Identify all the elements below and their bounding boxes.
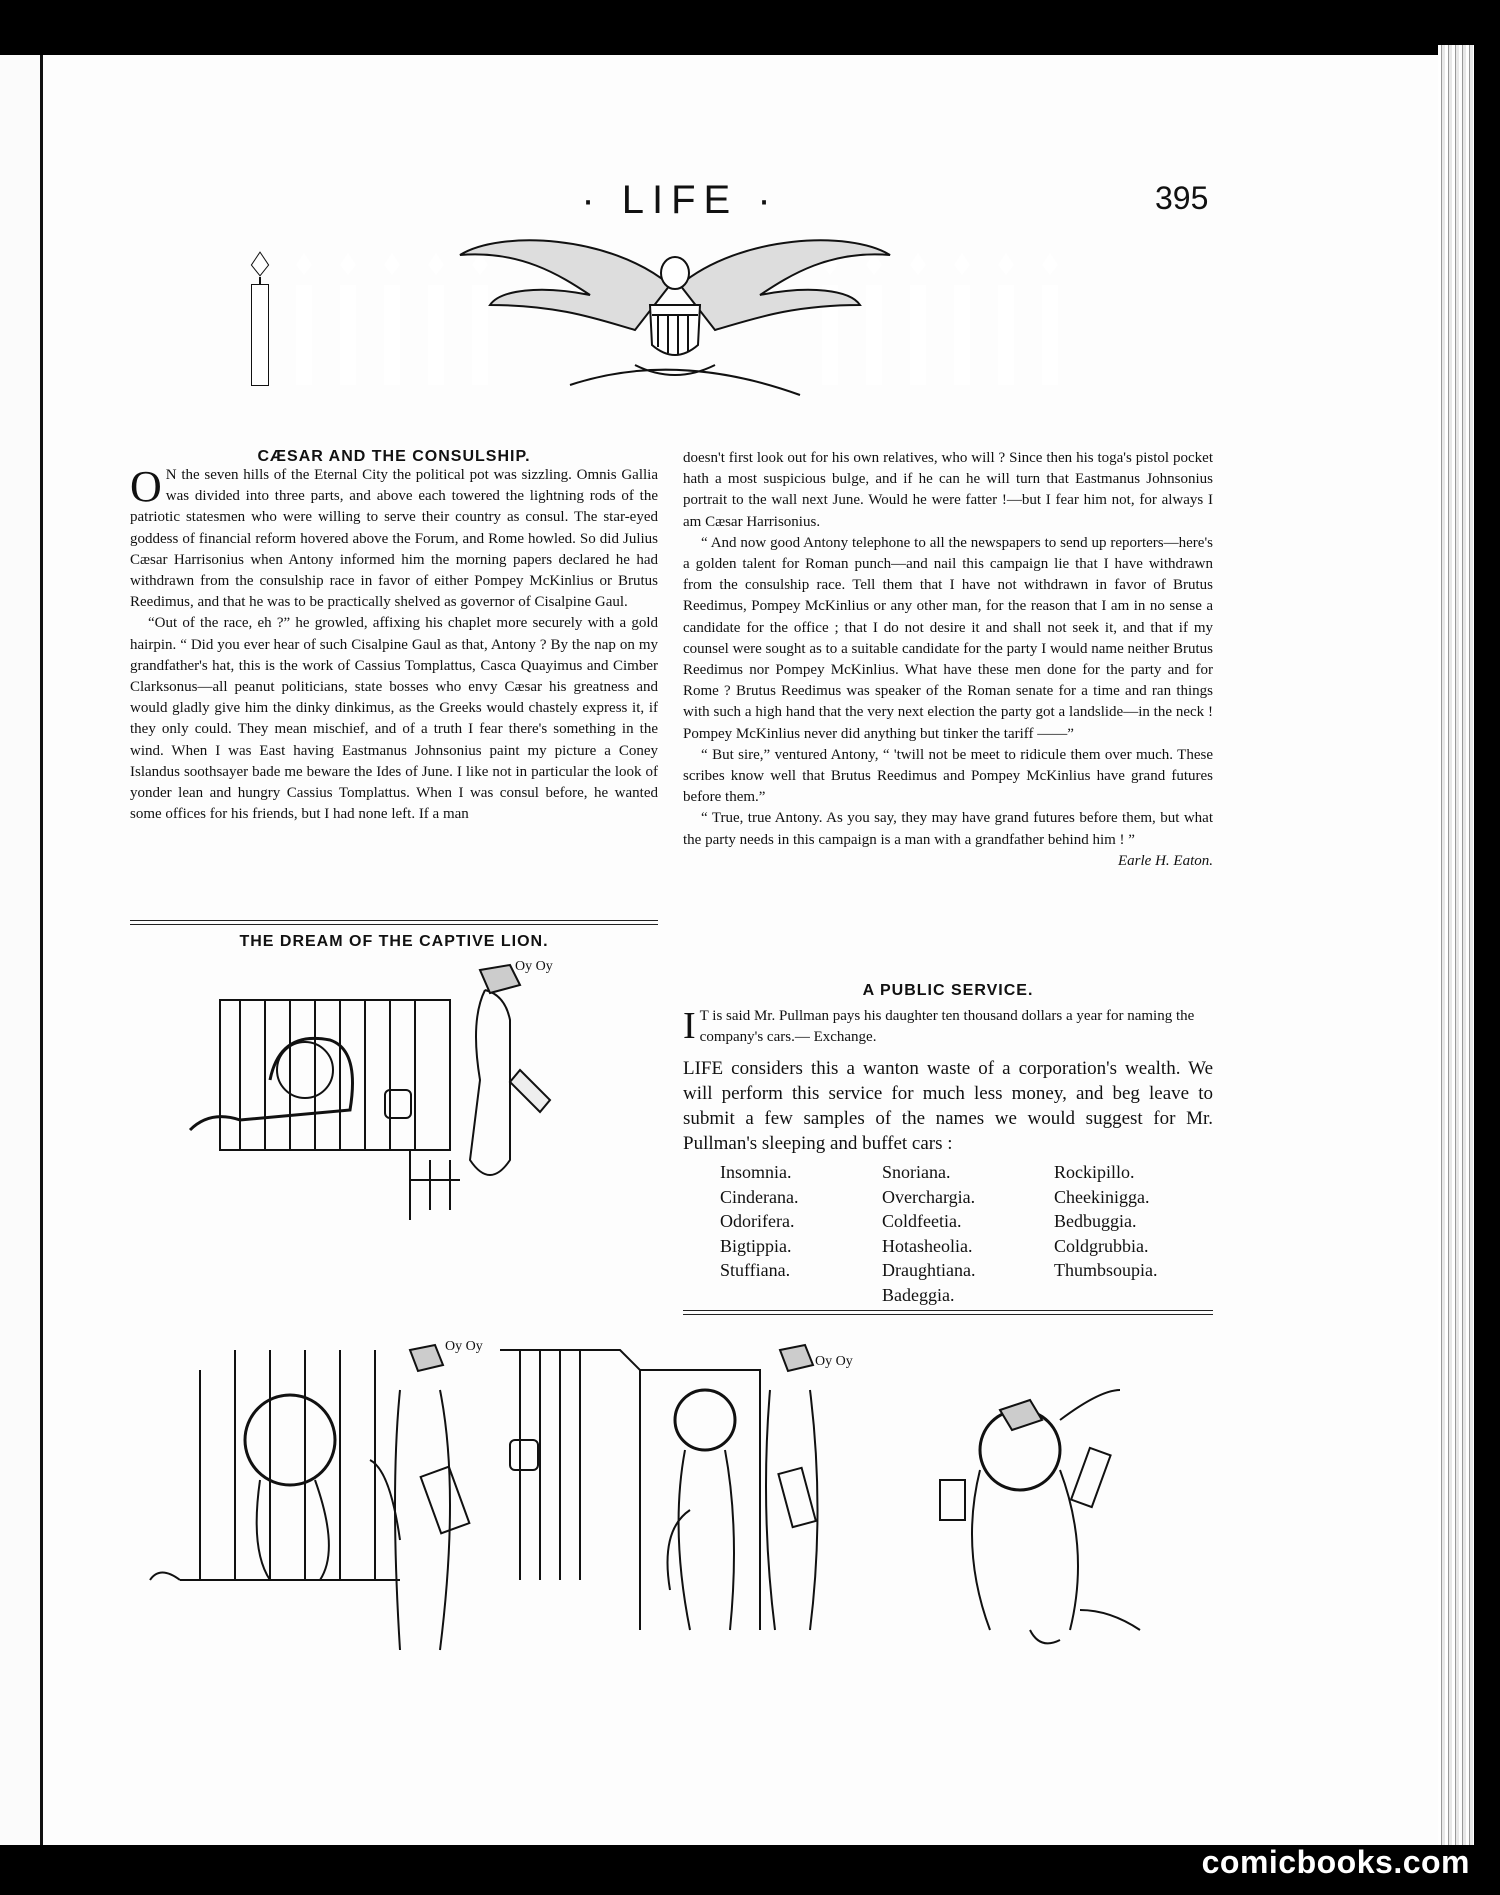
names-column-3 — [1054, 1160, 1158, 1283]
car-name: Thumbsoupia. — [1054, 1260, 1158, 1280]
masthead: · LIFE · — [581, 178, 779, 222]
watermark: comicbooks.com — [1201, 1844, 1470, 1880]
car-name: Bigtippia. — [720, 1235, 792, 1256]
divider-rule-public-service — [683, 1310, 1213, 1315]
car-name: Bedbuggia. — [1054, 1211, 1137, 1231]
caesar-column-left — [130, 462, 658, 825]
public-service-body: LIFE considers this a wanton waste of a corporation's wealth. We will perform this service for much less money, and beg leave to submit a few samples of the names we would suggest for Mr. Pullman's sleeping and buffet cars : — [683, 1058, 1213, 1154]
car-name: Badeggia. — [882, 1284, 955, 1305]
lion-panel-2 — [150, 1339, 483, 1650]
caesar-column-right — [683, 448, 1213, 872]
svg-text:Oy Oy: Oy Oy — [515, 960, 553, 974]
public-service-headline: A PUBLIC SERVICE. — [862, 982, 1034, 999]
byline: Earle H. Eaton. — [1118, 852, 1213, 869]
car-name: Cheekinigga. — [1054, 1186, 1150, 1207]
car-name: Hotasheolia. — [882, 1235, 973, 1256]
eagle-fasces-illustration — [240, 235, 1100, 445]
drop-cap-i: I — [683, 1005, 696, 1047]
lion-panel-4 — [940, 1390, 1140, 1643]
car-name: Rockipillo. — [1054, 1162, 1135, 1182]
car-name: Snoriana. — [882, 1162, 951, 1182]
caesar-paragraph-2: “Out of the race, eh ?” he growled, affixing his chaplet more securely with a gold hairpin. “ Did you ever hear of such Cisalpine Gaul as that, Antony ? By the nap on my grandfather's hat, this is the work of Cassius Tomplattus, Casca Quayimus and Cimber Clarksonus—all peanut politicians, state bosses who envy Cæsar his greatness and would gladly give him the dinky dinkimus, as the Greeks would chastely express it, if they only could. They mean mischief, and of a truth I fear there's something in the wind. When I was East having Eastmanus Johnsonius paint my picture a Coney Islandus soothsayer bade me beware the Ides of June. I like not in particular the look of yonder lean and hungry Cassius Tomplattus. When I was consul before, he wanted some offices for his friends, but I had none left. If a man — [130, 615, 658, 823]
car-name: Stuffiana. — [720, 1260, 791, 1280]
car-name: Odorifera. — [720, 1211, 795, 1231]
public-service-quote: I T is said Mr. Pullman pays his daughter ten thousand dollars a year for naming the company's cars.— Exchange. — [683, 1005, 1195, 1047]
caesar-paragraph-6: “ True, true Antony. As you say, they may have grand futures before them, but what the party needs in this campaign is a man with a grandfather behind him ! ” — [683, 810, 1213, 848]
caesar-paragraph-3: doesn't first look out for his own relatives, who will ? Since then his toga's pistol pocket hath a most suspicious bulge, and if he can he will turn that Eastmanus Johnsonius portrait to the wall next June. Would he were fatter !—but I fear him not, for always I am Cæsar Harrisonius. — [683, 450, 1213, 530]
car-name: Coldfeetia. — [882, 1211, 962, 1231]
names-column-2 — [882, 1160, 975, 1307]
caesar-paragraph-1: O N the seven hills of the Eternal City the political pot was sizzling. Omnis Gallia was divided into three parts, and above each towered the lightning rods of the patriotic statesmen who were willing to serve their country as consul. The star-eyed goddess of financial reform hovered above the Forum, and Rome howled. So did Julius Cæsar Harrisonius when Antony informed him the morning papers declared he had withdrawn from the consulship race in favor of either Pompey McKinlius or Brutus Reedimus, and that he was to be practically shelved as governor of Cisalpine Gaul. — [130, 462, 658, 611]
page-stack-edge — [1438, 45, 1474, 1845]
caesar-paragraph-4: “ And now good Antony telephone to all the newspapers to send up reporters—here's a golden talent for Roman punch—and nail this campaign lie that I have withdrawn from the consulship race. Tell them that I have not withdrawn in favor of Brutus Reedimus, Pompey McKinlius or any other man, for the reason that I am in no sense a candidate for the office ; that I do not desire it and shall not seek it, and that if my counsel were sought as to a suitable candidate for the party I would name neither Brutus Reedimus nor Pompey McKinlius. What have these men done for the party and for Rome ? Brutus Reedimus was speaker of the Roman senate for a time and ran things with such a high hand that the very next election the party got a landslide—in the neck ! Pompey McKinlius never did anything but tinker the tariff ——” — [683, 534, 1213, 742]
caesar-paragraph-5: “ But sire,” ventured Antony, “ 'twill not be meet to ridicule them over much. These scribes know well that Brutus Reedimus and Pompey McKinlius have grand futures before them.” — [683, 746, 1213, 806]
fasces-row-left — [252, 253, 488, 385]
names-column-1 — [720, 1160, 798, 1283]
lion-cage-illustration — [180, 960, 660, 1230]
page-number: 395 — [1155, 180, 1209, 216]
lion-sequence-illustration — [140, 1330, 1220, 1690]
fasces-row-right — [822, 253, 1058, 385]
car-name: Insomnia. — [720, 1162, 792, 1182]
car-name: Overchargia. — [882, 1186, 976, 1207]
svg-text:Oy Oy: Oy Oy — [815, 1354, 853, 1369]
caesar-headline: CÆSAR AND THE CONSULSHIP. — [257, 448, 531, 465]
svg-text:Oy Oy: Oy Oy — [445, 1339, 483, 1354]
car-name: Cinderana. — [720, 1186, 799, 1207]
divider-rule — [130, 920, 658, 925]
facing-page-edge — [0, 55, 40, 1845]
lion-headline: THE DREAM OF THE CAPTIVE LION. — [239, 933, 549, 950]
lion-panel-3 — [500, 1345, 853, 1630]
car-name: Coldgrubbia. — [1054, 1235, 1149, 1256]
car-name: Draughtiana. — [882, 1260, 976, 1280]
drop-cap: O — [130, 462, 162, 511]
